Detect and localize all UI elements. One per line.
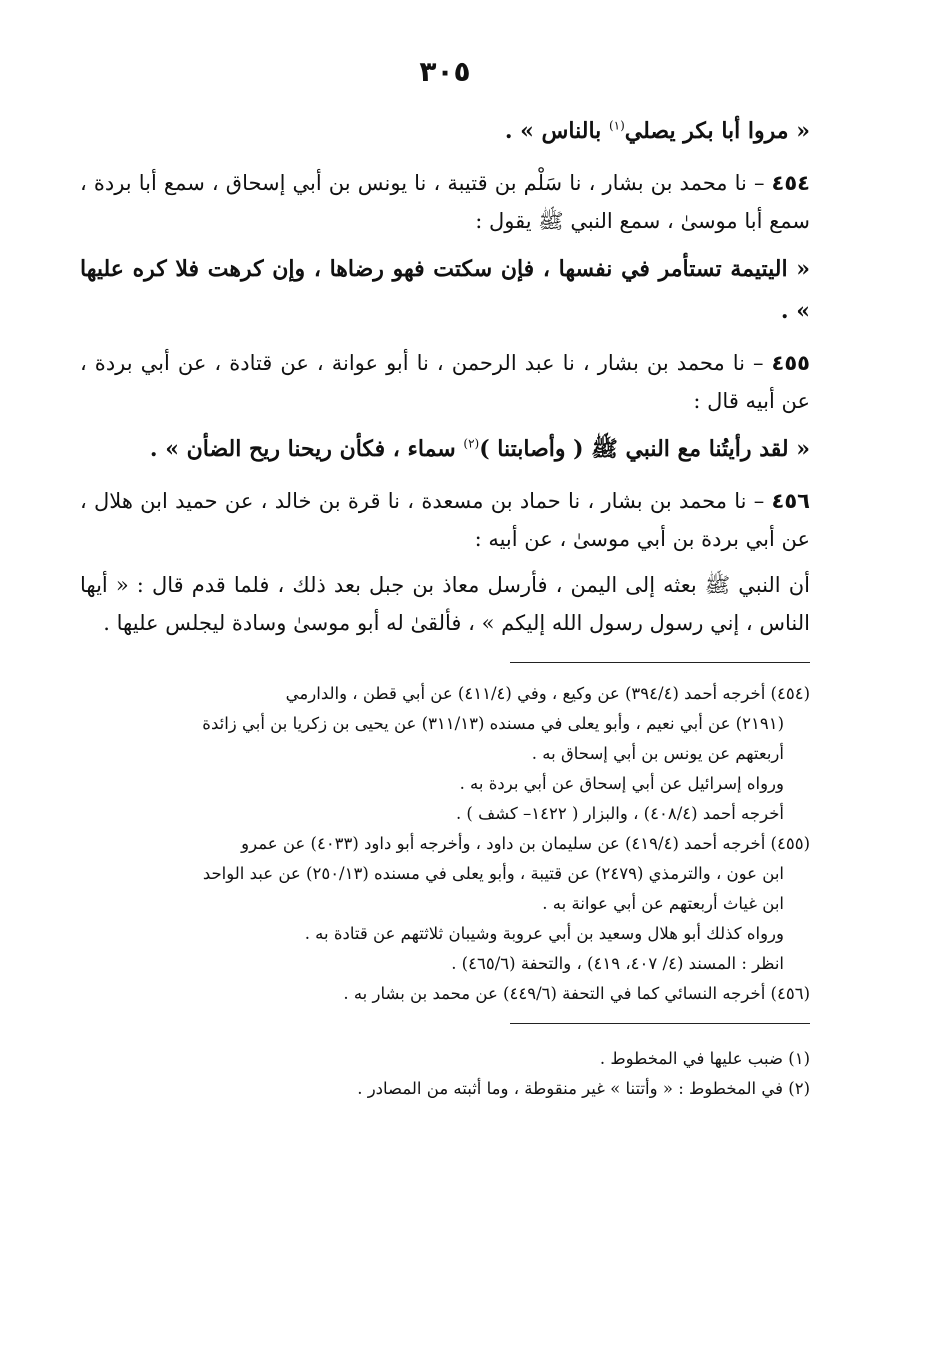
- note-454: [80, 679, 810, 829]
- page-number: ٣٠٥: [419, 55, 471, 88]
- main-text: [80, 110, 810, 642]
- hadith-456-isnad: [80, 482, 810, 558]
- hadith-455-isnad: [80, 344, 810, 420]
- note-line: (٤٥٥) أخرجه أحمد (٤١٩/٤) عن سليمان بن داود ، وأخرجه أبو داود (٤٠٣٣) عن عمرو: [241, 834, 810, 853]
- note-455: [80, 829, 810, 979]
- book-page: [80, 50, 810, 1104]
- note-line: (٢١٩١) عن أبي نعيم ، وأبو يعلى في مسنده (٣١١/١٣) عن يحيى بن زكريا بن أبي زائدة: [202, 714, 784, 733]
- note-line: ورواه كذلك أبو هلال وسعيد بن أبي عروبة وشيبان ثلاثتهم عن قتادة به .: [304, 924, 784, 943]
- takhrij-notes: [80, 679, 810, 1009]
- hadith-continuation: [80, 110, 810, 152]
- isnad-455: – نا محمد بن بشار ، نا عبد الرحمن ، نا أبو عوانة ، عن قتادة ، عن أبي بردة ، عن أبيه قال :: [80, 351, 810, 413]
- footnote-2: (٢) في المخطوط : « وأتتنا » غير منقوطة ، وما أثبته من المصادر .: [357, 1079, 810, 1098]
- note-line: انظر : المسند (٤/ ٤٠٧، ٤١٩) ، والتحفة (٤٦٥/٦) .: [451, 954, 784, 973]
- notes-divider: [510, 662, 810, 663]
- hadith-456-text: أن النبي ﷺ بعثه إلى اليمن ، فأرسل معاذ بن جبل بعد ذلك ، فلما قدم قال : « أيها الناس ، إني رسول رسول الله إليكم » ، فألقىٰ له أبو موسىٰ وسادة ليجلس عليها .: [80, 573, 810, 635]
- footnote-1: (١) ضبب عليها في المخطوط .: [599, 1049, 810, 1068]
- footnotes-divider: [510, 1023, 810, 1024]
- hadith-number-456: ٤٥٦: [771, 489, 810, 513]
- hadith-number-455: ٤٥٥: [771, 351, 810, 375]
- note-line: (٤٥٤) أخرجه أحمد (٣٩٤/٤) عن وكيع ، وفي (٤١١/٤) عن أبي قطن ، والدارمي: [285, 684, 810, 703]
- note-line: ابن غياث أربعتهم عن أبي عوانة به .: [542, 894, 784, 913]
- note-line: أربعتهم عن يونس بن أبي إسحاق به .: [531, 744, 784, 763]
- isnad-456: – نا محمد بن بشار ، نا حماد بن مسعدة ، نا قرة بن خالد ، عن حميد ابن هلال ، عن أبي بردة بن أبي موسىٰ ، عن أبيه :: [80, 489, 810, 551]
- note-line: ابن عون ، والترمذي (٢٤٧٩) عن قتيبة ، وأبو يعلى في مسنده (٢٥٠/١٣) عن عبد الواحد: [202, 864, 784, 883]
- note-line: (٤٥٦) أخرجه النسائي كما في التحفة (٤٤٩/٦) عن محمد بن بشار به .: [343, 984, 810, 1003]
- note-line: ورواه إسرائيل عن أبي إسحاق عن أبي بردة به .: [459, 774, 784, 793]
- footnotes: [80, 1044, 810, 1104]
- isnad-454: – نا محمد بن بشار ، نا سَلْم بن قتيبة ، نا يونس بن أبي إسحاق ، سمع أبا بردة ، سمع أبا موسىٰ ، سمع النبي ﷺ يقول :: [80, 171, 810, 233]
- matn-455-start: « لقد رأيتُنا مع النبي ﷺ ( وأصابتنا ): [479, 436, 810, 462]
- footnote-ref-2: (٢): [463, 436, 480, 451]
- note-456: [80, 979, 810, 1009]
- note-line: أخرجه أحمد (٤٠٨/٤) ، والبزار ( ١٤٢٢– كشف ) .: [455, 804, 784, 823]
- footnote-ref-1: (١): [608, 118, 625, 133]
- hadith-number-454: ٤٥٤: [771, 171, 810, 195]
- hadith-455-matn: [80, 428, 810, 470]
- continuation-text-end: بالناس » .: [504, 118, 609, 144]
- continuation-text: « مروا أبا بكر يصلي: [624, 118, 810, 144]
- matn-455-end: سماء ، فكأن ريحنا ريح الضأن » .: [149, 436, 464, 462]
- hadith-454-matn: « اليتيمة تستأمر في نفسها ، فإن سكتت فهو رضاها ، وإن كرهت فلا كره عليها » .: [80, 256, 810, 324]
- hadith-454-isnad: [80, 164, 810, 240]
